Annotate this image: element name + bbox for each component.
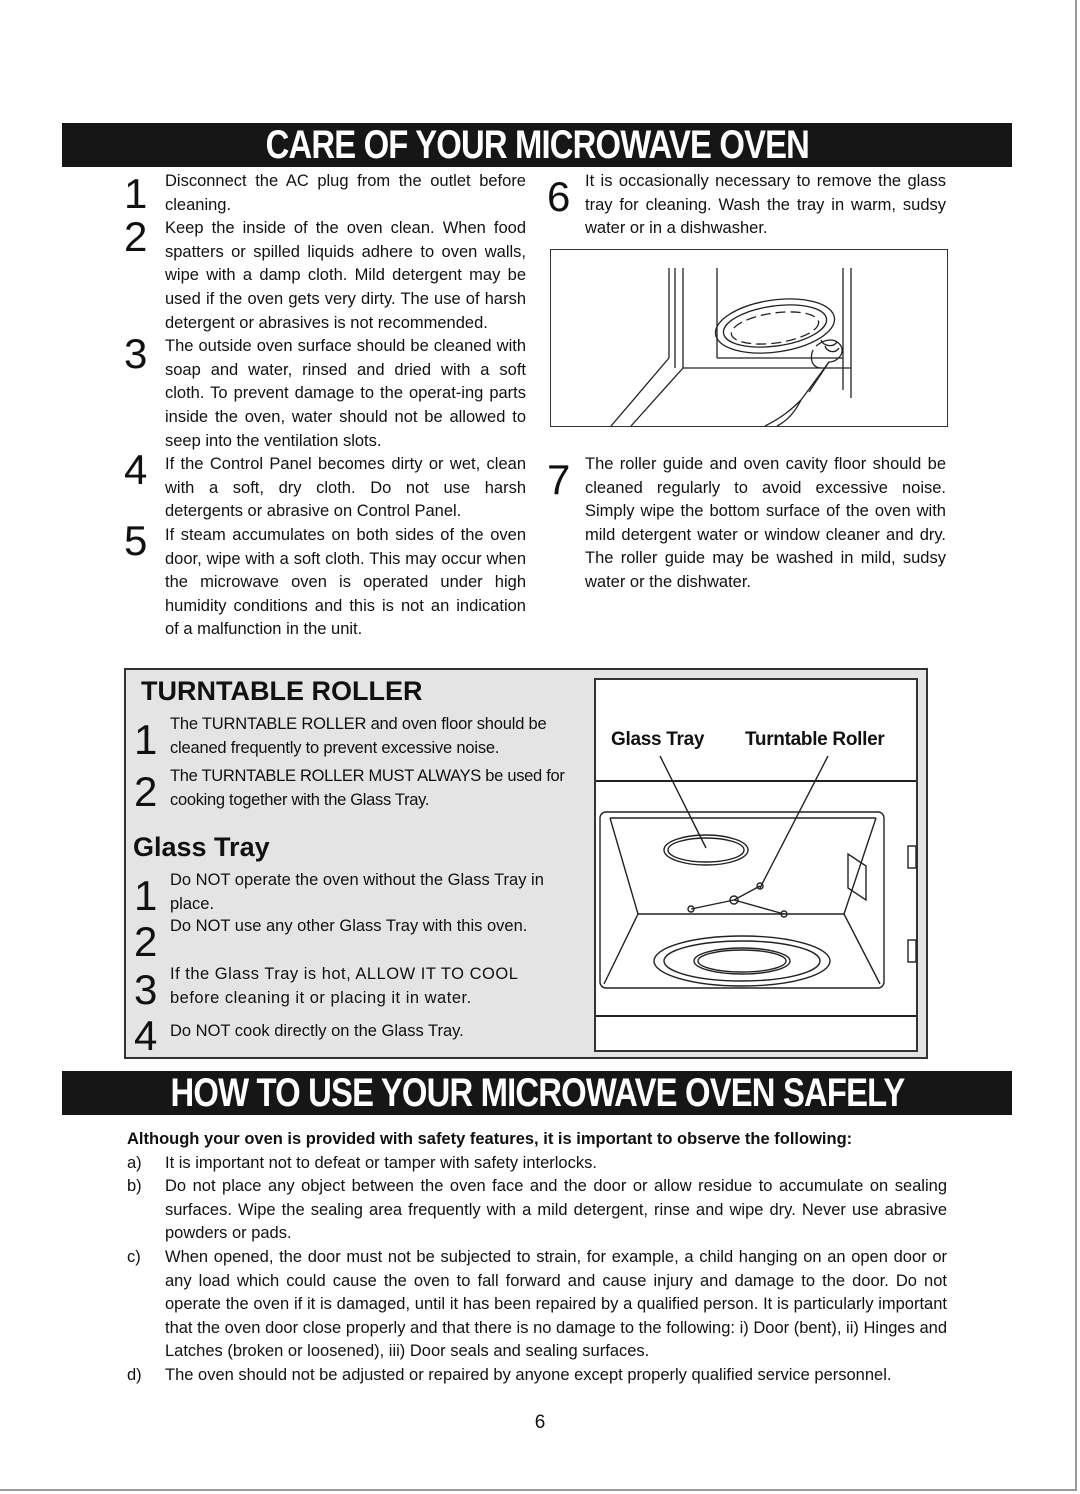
safety-section — [127, 1128, 947, 1388]
care-title-banner — [62, 123, 1012, 167]
safety-title: HOW TO USE YOUR MICROWAVE OVEN SAFELY — [170, 1071, 904, 1115]
glass-tray-item-number: 2 — [134, 918, 158, 965]
safety-item-text: Do not place any object between the oven face and the door or allow residue to accumulate on sealing surfaces. Wipe the sealing area frequently with a mild detergent, rinse and wipe dry. Never use abrasive powders or pads. — [165, 1177, 947, 1243]
care-item-number: 3 — [124, 330, 148, 378]
safety-item-text: When opened, the door must not be subjected to strain, for example, a child hanging on an open door or any load which could cause the oven to fall forward and cause injury and damage to the door. Do not operate the oven if it is damaged, until it has been repaired by a qualified person. It is particularly important that the oven door close properly and that there is no damage to the following: i) Door (bent), ii) Hinges and Latches (broken or loosened), iii) Door seals and sealing surfaces. — [165, 1247, 947, 1361]
care-item-text: Disconnect the AC plug from the outlet before cleaning. — [165, 172, 526, 214]
safety-item-text: The oven should not be adjusted or repaired by anyone except properly qualified service personnel. — [165, 1365, 892, 1384]
turntable-item-1-text: The TURNTABLE ROLLER and oven floor should be cleaned frequently to prevent excessive noise. — [170, 715, 547, 757]
safety-item-d — [127, 1364, 947, 1388]
safety-title-banner — [62, 1071, 1012, 1115]
glass-tray-item-3-text: If the Glass Tray is hot, ALLOW IT TO COOL before cleaning it or placing it in water. — [170, 965, 518, 1007]
care-item-number: 5 — [124, 516, 148, 564]
safety-item-label: c) — [127, 1247, 141, 1266]
turntable-item-2-text: The TURNTABLE ROLLER MUST ALWAYS be used for cooking together with the Glass Tray. — [170, 767, 565, 809]
glass-tray-item-number: 1 — [134, 872, 158, 919]
page-number: 6 — [534, 1412, 546, 1433]
care-item-text: If the Control Panel becomes dirty or wet, clean with a soft, dry cloth. Do not use harsh detergents or abrasive on Control Panel. — [165, 455, 526, 521]
safety-item-a — [127, 1152, 947, 1176]
care-item-text: It is occasionally necessary to remove the glass tray for cleaning. Wash the tray in warm, sudsy water or in a dishwasher. — [585, 172, 946, 238]
glass-tray-item-number: 3 — [134, 966, 158, 1013]
care-item-number: 1 — [124, 170, 148, 217]
safety-item-b — [127, 1175, 947, 1246]
glass-tray-heading: Glass Tray — [133, 832, 270, 862]
care-item-number: 7 — [547, 456, 571, 503]
care-item-1 — [124, 170, 526, 217]
turntable-item-number: 1 — [134, 716, 158, 763]
care-item-5 — [124, 516, 526, 642]
turntable-heading: TURNTABLE ROLLER — [141, 676, 423, 706]
safety-intro: Although your oven is provided with safety features, it is important to observe the following: — [127, 1130, 853, 1148]
care-item-text: The roller guide and oven cavity floor should be cleaned regularly to avoid excessive noise. Simply wipe the bottom surface of the oven with mild detergent water or window cleaner and dry. The roller guide may be washed in mild, sudsy water or the dishwater. — [585, 455, 946, 591]
care-item-text: Keep the inside of the oven clean. When food spatters or spilled liquids adhere to oven walls, wipe with a damp cloth. Mild detergent may be used if the oven gets very dirty. The use of harsh detergent or abrasives is not recommended. — [165, 219, 526, 332]
care-item-number: 6 — [547, 173, 571, 220]
care-item-number: 2 — [124, 213, 148, 261]
glass-tray-item-1-text: Do NOT operate the oven without the Glass Tray in place. — [170, 871, 544, 913]
oven-cavity-drawing — [594, 678, 924, 1052]
care-title: CARE OF YOUR MICROWAVE OVEN — [265, 123, 809, 167]
safety-item-c — [127, 1246, 947, 1364]
care-item-number: 4 — [124, 446, 148, 494]
care-item-6 — [547, 170, 946, 241]
label-glass-tray: Glass Tray — [611, 729, 705, 750]
care-item-4 — [124, 446, 526, 524]
care-item-2 — [124, 213, 526, 335]
care-item-text: The outside oven surface should be cleaned with soap and water, rinsed and dried with a soft cloth. To prevent damage to the operat-ing parts inside the oven, water should not be allowed to seep into the ventilation slots. — [165, 337, 526, 450]
care-item-text: If steam accumulates on both sides of the oven door, wipe with a soft cloth. This may occur when the microwave oven is operated under high humidity conditions and this is not an indication of a malfunction in the unit. — [165, 525, 526, 639]
care-left-column — [124, 170, 526, 642]
turntable-item-number: 2 — [134, 768, 158, 815]
glass-tray-item-number: 4 — [134, 1012, 158, 1059]
glass-tray-item-2-text: Do NOT use any other Glass Tray with this oven. — [170, 917, 528, 935]
glass-tray-item-4-text: Do NOT cook directly on the Glass Tray. — [170, 1022, 464, 1040]
tray-removal-illustration — [550, 249, 948, 427]
safety-item-label: b) — [127, 1177, 142, 1196]
label-turntable-roller: Turntable Roller — [745, 729, 885, 750]
care-item-3 — [124, 330, 526, 453]
safety-item-text: It is important not to defeat or tamper with safety interlocks. — [165, 1153, 597, 1172]
care-item-7 — [547, 453, 946, 595]
safety-item-label: d) — [127, 1365, 142, 1384]
hand-tray-drawing — [551, 250, 947, 426]
safety-item-label: a) — [127, 1153, 142, 1172]
